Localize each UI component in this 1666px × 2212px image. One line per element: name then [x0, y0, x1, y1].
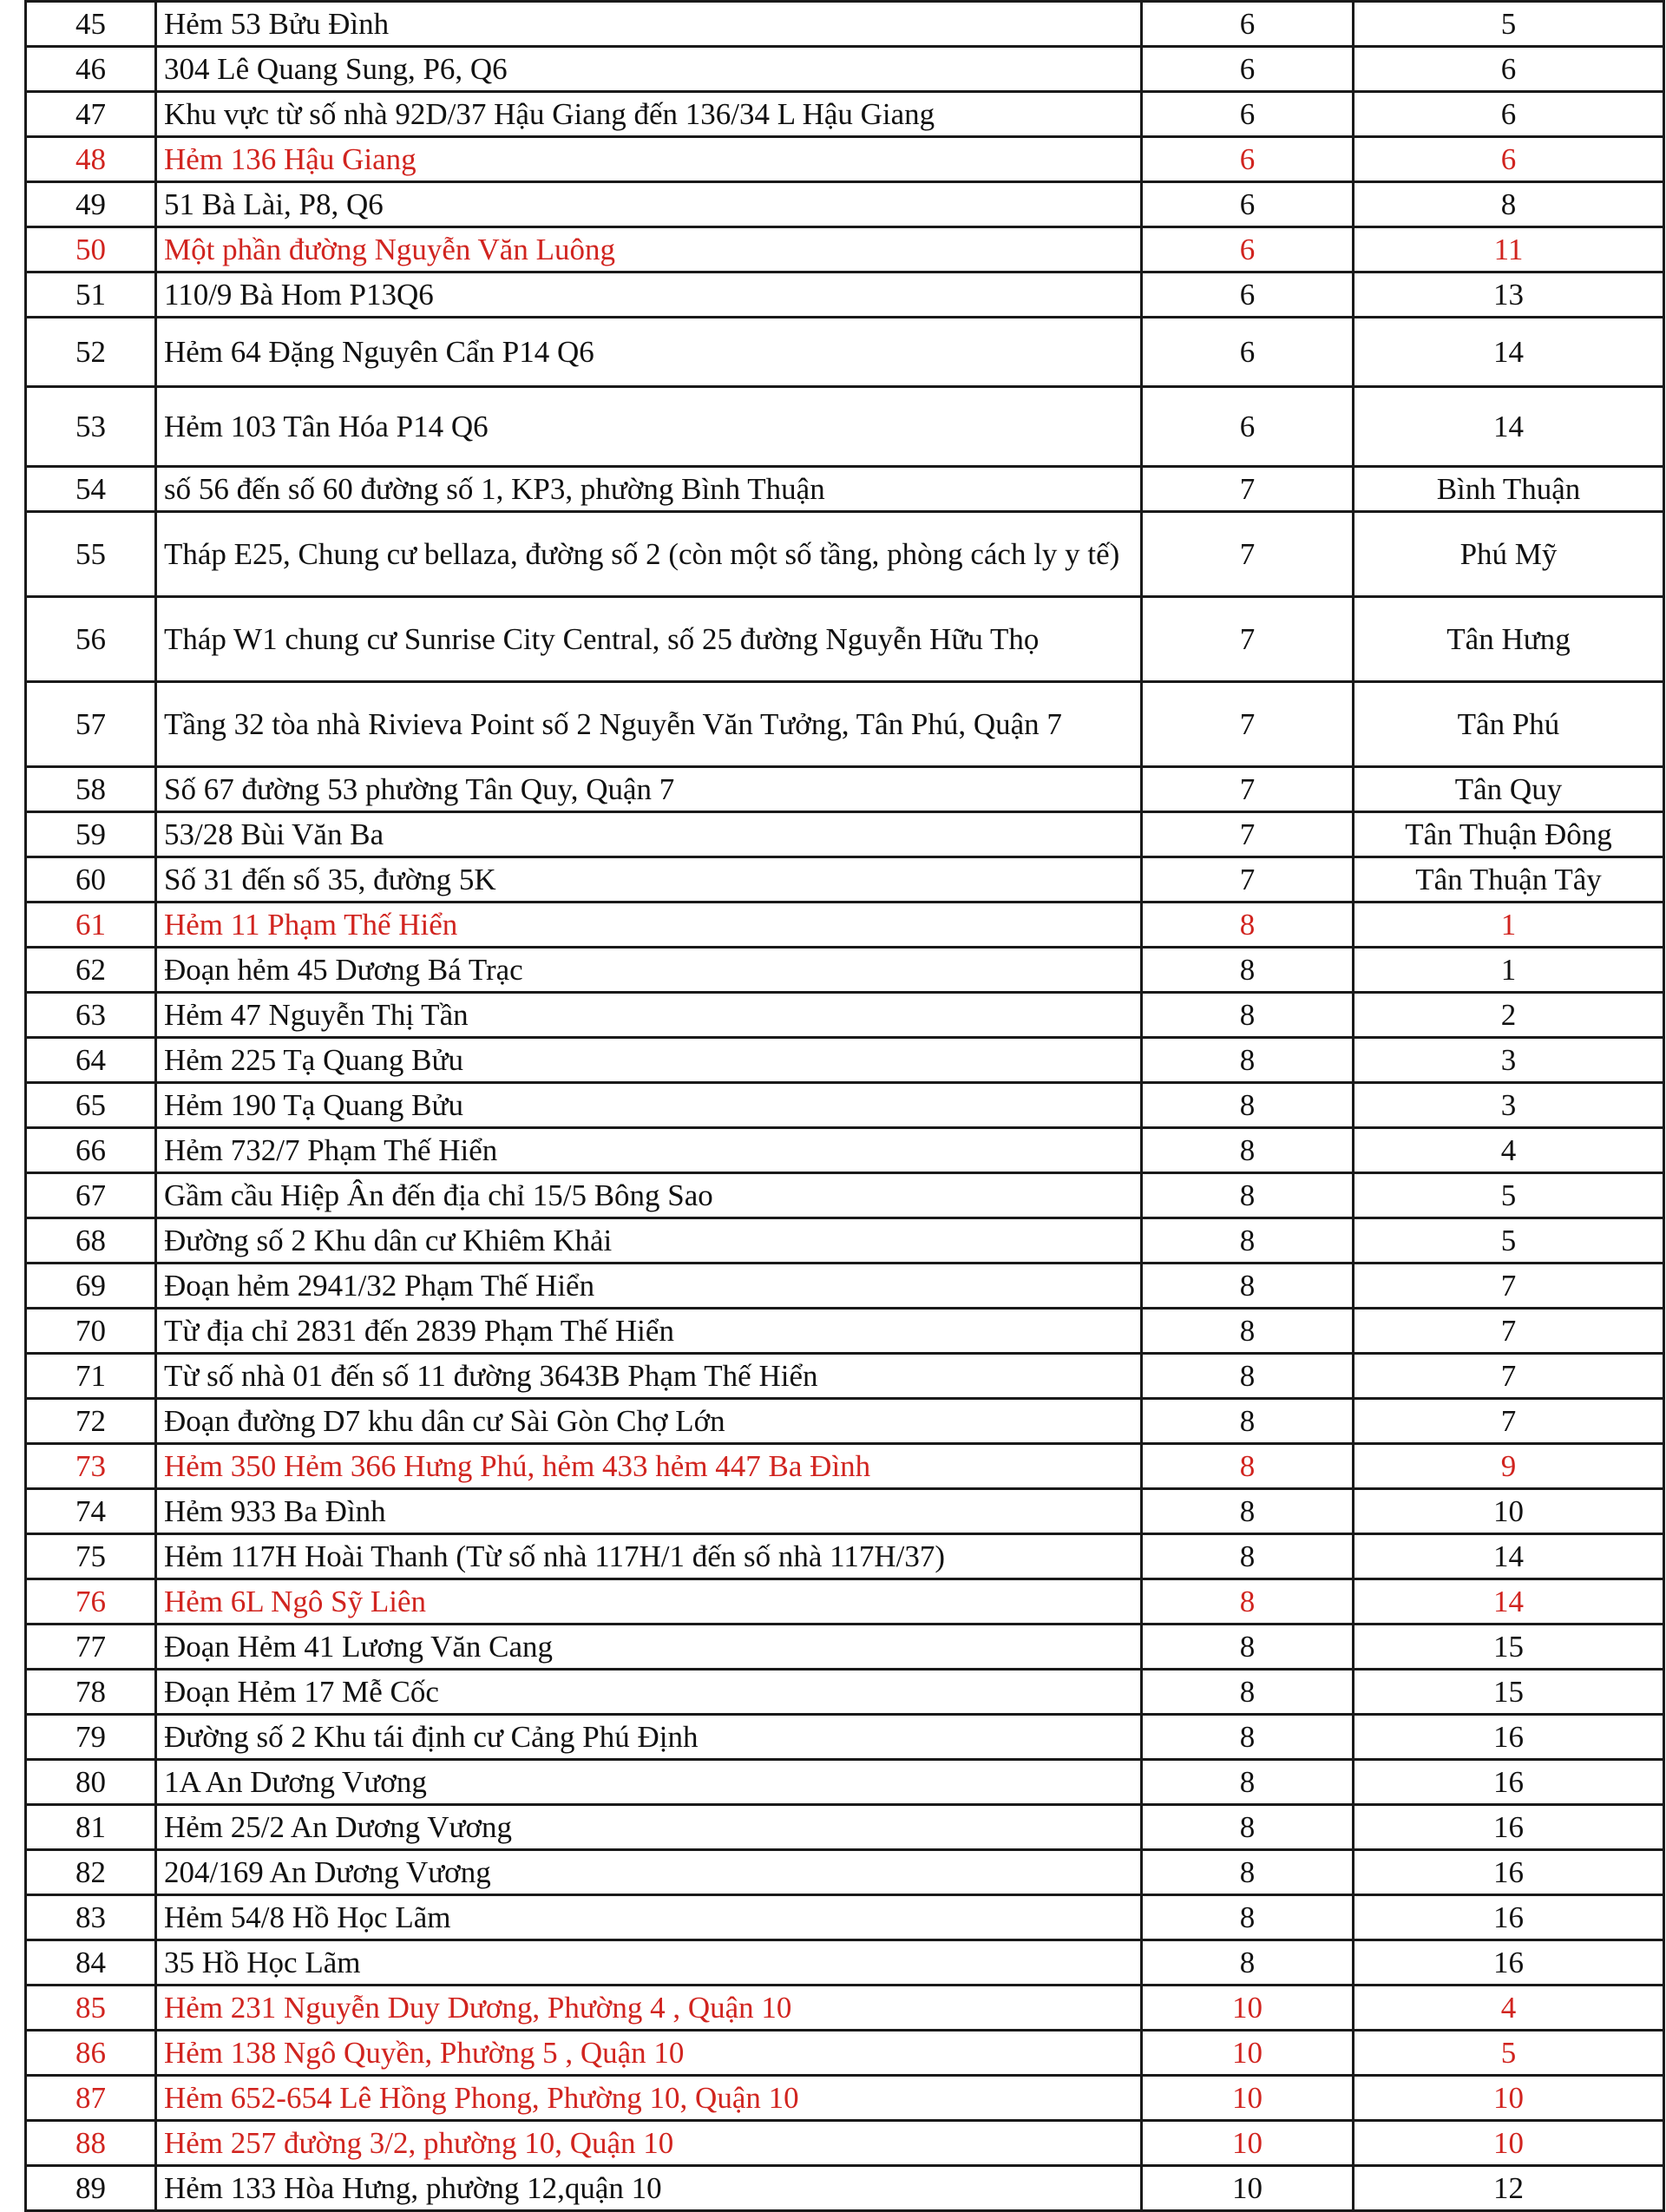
address-cell: Hẻm 133 Hòa Hưng, phường 12,quận 10	[156, 2166, 1142, 2211]
district-cell: 8	[1142, 1579, 1354, 1625]
table-row	[26, 1444, 1664, 1489]
ward-cell: 1	[1354, 903, 1664, 948]
address-cell: Từ địa chỉ 2831 đến 2839 Phạm Thế Hiển	[156, 1309, 1142, 1354]
district-cell: 6	[1142, 182, 1354, 227]
row-number: 79	[26, 1715, 156, 1760]
table-row	[26, 1218, 1664, 1264]
row-number: 62	[26, 948, 156, 993]
ward-cell: Tân Phú	[1354, 682, 1664, 767]
row-number: 89	[26, 2166, 156, 2211]
row-number: 72	[26, 1399, 156, 1444]
address-cell: Hẻm 933 Ba Đình	[156, 1489, 1142, 1534]
address-cell: Đoạn đường D7 khu dân cư Sài Gòn Chợ Lớn	[156, 1399, 1142, 1444]
address-cell: Hẻm 11 Phạm Thế Hiển	[156, 903, 1142, 948]
ward-cell: 1	[1354, 948, 1664, 993]
table-row	[26, 2166, 1664, 2211]
ward-cell: Bình Thuận	[1354, 467, 1664, 512]
table-row	[26, 948, 1664, 993]
row-number: 49	[26, 182, 156, 227]
table-row	[26, 137, 1664, 182]
district-cell: 10	[1142, 1986, 1354, 2031]
district-cell: 10	[1142, 2121, 1354, 2166]
table-row	[26, 1940, 1664, 1986]
table-row	[26, 597, 1664, 682]
table-row	[26, 1625, 1664, 1670]
ward-cell: 3	[1354, 1083, 1664, 1128]
table-row	[26, 682, 1664, 767]
district-cell: 6	[1142, 272, 1354, 318]
ward-cell: 6	[1354, 47, 1664, 92]
table-row	[26, 467, 1664, 512]
ward-cell: 7	[1354, 1264, 1664, 1309]
district-cell: 6	[1142, 387, 1354, 467]
ward-cell: 15	[1354, 1670, 1664, 1715]
address-cell: Tháp W1 chung cư Sunrise City Central, số 25 đường Nguyễn Hữu Thọ	[156, 597, 1142, 682]
ward-cell: 8	[1354, 182, 1664, 227]
district-cell: 8	[1142, 1940, 1354, 1986]
address-cell: số 56 đến số 60 đường số 1, KP3, phường Bình Thuận	[156, 467, 1142, 512]
address-cell: Hẻm 47 Nguyễn Thị Tần	[156, 993, 1142, 1038]
ward-cell: 10	[1354, 1489, 1664, 1534]
district-cell: 8	[1142, 1218, 1354, 1264]
district-cell: 8	[1142, 993, 1354, 1038]
address-cell: Hẻm 53 Bửu Đình	[156, 2, 1142, 47]
table-row	[26, 1083, 1664, 1128]
table-row	[26, 2121, 1664, 2166]
row-number: 77	[26, 1625, 156, 1670]
row-number: 46	[26, 47, 156, 92]
district-cell: 7	[1142, 812, 1354, 857]
table-row	[26, 2, 1664, 47]
address-cell: Số 31 đến số 35, đường 5K	[156, 857, 1142, 903]
ward-cell: 5	[1354, 2, 1664, 47]
district-cell: 8	[1142, 1805, 1354, 1850]
address-cell: 204/169 An Dương Vương	[156, 1850, 1142, 1895]
row-number: 59	[26, 812, 156, 857]
table-row	[26, 993, 1664, 1038]
row-number: 60	[26, 857, 156, 903]
row-number: 57	[26, 682, 156, 767]
row-number: 70	[26, 1309, 156, 1354]
ward-cell: 14	[1354, 387, 1664, 467]
ward-cell: 7	[1354, 1309, 1664, 1354]
table-row	[26, 1715, 1664, 1760]
district-cell: 7	[1142, 597, 1354, 682]
table-row	[26, 1399, 1664, 1444]
row-number: 85	[26, 1986, 156, 2031]
row-number: 75	[26, 1534, 156, 1579]
row-number: 50	[26, 227, 156, 272]
ward-cell: Tân Hưng	[1354, 597, 1664, 682]
district-cell: 7	[1142, 512, 1354, 597]
district-cell: 8	[1142, 1670, 1354, 1715]
table-row	[26, 512, 1664, 597]
table-row	[26, 857, 1664, 903]
district-cell: 6	[1142, 47, 1354, 92]
row-number: 84	[26, 1940, 156, 1986]
district-cell: 10	[1142, 2166, 1354, 2211]
ward-cell: 12	[1354, 2166, 1664, 2211]
address-cell: Hẻm 25/2 An Dương Vương	[156, 1805, 1142, 1850]
table-row	[26, 1534, 1664, 1579]
address-cell: Hẻm 136 Hậu Giang	[156, 137, 1142, 182]
row-number: 55	[26, 512, 156, 597]
table-row	[26, 1579, 1664, 1625]
address-cell: Số 67 đường 53 phường Tân Quy, Quận 7	[156, 767, 1142, 812]
address-cell: Hẻm 350 Hẻm 366 Hưng Phú, hẻm 433 hẻm 447 Ba Đình	[156, 1444, 1142, 1489]
table-row	[26, 272, 1664, 318]
address-cell: Khu vực từ số nhà 92D/37 Hậu Giang đến 136/34 L Hậu Giang	[156, 92, 1142, 137]
ward-cell: 13	[1354, 272, 1664, 318]
district-cell: 10	[1142, 2031, 1354, 2076]
table-body	[26, 2, 1664, 2211]
row-number: 48	[26, 137, 156, 182]
district-cell: 8	[1142, 1083, 1354, 1128]
table-row	[26, 1760, 1664, 1805]
address-cell: Hẻm 652-654 Lê Hồng Phong, Phường 10, Quận 10	[156, 2076, 1142, 2121]
district-cell: 8	[1142, 1444, 1354, 1489]
row-number: 53	[26, 387, 156, 467]
table-row	[26, 2031, 1664, 2076]
table-row	[26, 2076, 1664, 2121]
address-cell: Đoạn Hẻm 41 Lương Văn Cang	[156, 1625, 1142, 1670]
table-row	[26, 1805, 1664, 1850]
address-cell: Hẻm 190 Tạ Quang Bửu	[156, 1083, 1142, 1128]
table-row	[26, 1128, 1664, 1173]
ward-cell: 3	[1354, 1038, 1664, 1083]
row-number: 86	[26, 2031, 156, 2076]
table-row	[26, 1670, 1664, 1715]
row-number: 45	[26, 2, 156, 47]
table-row	[26, 1173, 1664, 1218]
district-cell: 8	[1142, 1715, 1354, 1760]
ward-cell: 11	[1354, 227, 1664, 272]
district-cell: 6	[1142, 137, 1354, 182]
address-cell: 1A An Dương Vương	[156, 1760, 1142, 1805]
address-cell: Hẻm 54/8 Hồ Học Lãm	[156, 1895, 1142, 1940]
ward-cell: 16	[1354, 1850, 1664, 1895]
ward-cell: 16	[1354, 1760, 1664, 1805]
ward-cell: 14	[1354, 318, 1664, 387]
district-cell: 8	[1142, 1534, 1354, 1579]
address-cell: Hẻm 732/7 Phạm Thế Hiển	[156, 1128, 1142, 1173]
row-number: 80	[26, 1760, 156, 1805]
ward-cell: 7	[1354, 1399, 1664, 1444]
district-cell: 7	[1142, 767, 1354, 812]
ward-cell: 9	[1354, 1444, 1664, 1489]
ward-cell: 4	[1354, 1128, 1664, 1173]
address-cell: Hẻm 6L Ngô Sỹ Liên	[156, 1579, 1142, 1625]
district-cell: 7	[1142, 467, 1354, 512]
row-number: 71	[26, 1354, 156, 1399]
row-number: 58	[26, 767, 156, 812]
ward-cell: 14	[1354, 1579, 1664, 1625]
row-number: 83	[26, 1895, 156, 1940]
ward-cell: 5	[1354, 1218, 1664, 1264]
address-cell: Đường số 2 Khu dân cư Khiêm Khải	[156, 1218, 1142, 1264]
district-cell: 8	[1142, 1760, 1354, 1805]
address-cell: 35 Hồ Học Lãm	[156, 1940, 1142, 1986]
district-cell: 8	[1142, 903, 1354, 948]
district-cell: 8	[1142, 1128, 1354, 1173]
row-number: 66	[26, 1128, 156, 1173]
row-number: 74	[26, 1489, 156, 1534]
row-number: 73	[26, 1444, 156, 1489]
address-cell: Tầng 32 tòa nhà Rivieva Point số 2 Nguyễn Văn Tưởng, Tân Phú, Quận 7	[156, 682, 1142, 767]
table-row	[26, 1850, 1664, 1895]
table-row	[26, 767, 1664, 812]
ward-cell: 15	[1354, 1625, 1664, 1670]
table-row	[26, 812, 1664, 857]
address-cell: Đường số 2 Khu tái định cư Cảng Phú Định	[156, 1715, 1142, 1760]
district-cell: 6	[1142, 2, 1354, 47]
address-cell: Đoạn hẻm 45 Dương Bá Trạc	[156, 948, 1142, 993]
ward-cell: Tân Thuận Tây	[1354, 857, 1664, 903]
address-cell: Hẻm 231 Nguyễn Duy Dương, Phường 4 , Quận 10	[156, 1986, 1142, 2031]
table-row	[26, 1354, 1664, 1399]
ward-cell: 4	[1354, 1986, 1664, 2031]
lockdown-area-table	[24, 0, 1665, 2212]
row-number: 52	[26, 318, 156, 387]
row-number: 64	[26, 1038, 156, 1083]
table-row	[26, 1489, 1664, 1534]
district-cell: 7	[1142, 857, 1354, 903]
district-cell: 8	[1142, 1264, 1354, 1309]
address-cell: Tháp E25, Chung cư bellaza, đường số 2 (còn một số tầng, phòng cách ly y tế)	[156, 512, 1142, 597]
address-cell: Hẻm 225 Tạ Quang Bửu	[156, 1038, 1142, 1083]
table-row	[26, 47, 1664, 92]
district-cell: 8	[1142, 1489, 1354, 1534]
row-number: 67	[26, 1173, 156, 1218]
ward-cell: 16	[1354, 1805, 1664, 1850]
table-row	[26, 227, 1664, 272]
row-number: 61	[26, 903, 156, 948]
row-number: 82	[26, 1850, 156, 1895]
district-cell: 7	[1142, 682, 1354, 767]
ward-cell: 10	[1354, 2076, 1664, 2121]
district-cell: 8	[1142, 948, 1354, 993]
table-row	[26, 903, 1664, 948]
ward-cell: 16	[1354, 1940, 1664, 1986]
district-cell: 6	[1142, 92, 1354, 137]
row-number: 63	[26, 993, 156, 1038]
row-number: 54	[26, 467, 156, 512]
row-number: 81	[26, 1805, 156, 1850]
ward-cell: 2	[1354, 993, 1664, 1038]
table-row	[26, 92, 1664, 137]
row-number: 47	[26, 92, 156, 137]
table-row	[26, 387, 1664, 467]
ward-cell: 10	[1354, 2121, 1664, 2166]
district-cell: 8	[1142, 1038, 1354, 1083]
district-cell: 6	[1142, 227, 1354, 272]
table-row	[26, 1895, 1664, 1940]
table-row	[26, 1309, 1664, 1354]
district-cell: 8	[1142, 1399, 1354, 1444]
ward-cell: 14	[1354, 1534, 1664, 1579]
address-cell: Một phần đường Nguyễn Văn Luông	[156, 227, 1142, 272]
address-cell: 53/28 Bùi Văn Ba	[156, 812, 1142, 857]
row-number: 65	[26, 1083, 156, 1128]
address-cell: Gầm cầu Hiệp Ân đến địa chỉ 15/5 Bông Sao	[156, 1173, 1142, 1218]
row-number: 78	[26, 1670, 156, 1715]
address-cell: Đoạn hẻm 2941/32 Phạm Thế Hiển	[156, 1264, 1142, 1309]
address-cell: Hẻm 103 Tân Hóa P14 Q6	[156, 387, 1142, 467]
table-row	[26, 1986, 1664, 2031]
address-cell: Đoạn Hẻm 17 Mễ Cốc	[156, 1670, 1142, 1715]
row-number: 51	[26, 272, 156, 318]
ward-cell: 6	[1354, 137, 1664, 182]
address-cell: 304 Lê Quang Sung, P6, Q6	[156, 47, 1142, 92]
address-cell: 110/9 Bà Hom P13Q6	[156, 272, 1142, 318]
ward-cell: Phú Mỹ	[1354, 512, 1664, 597]
district-cell: 8	[1142, 1309, 1354, 1354]
address-cell: 51 Bà Lài, P8, Q6	[156, 182, 1142, 227]
district-cell: 8	[1142, 1625, 1354, 1670]
ward-cell: 16	[1354, 1715, 1664, 1760]
row-number: 56	[26, 597, 156, 682]
ward-cell: 5	[1354, 1173, 1664, 1218]
table-row	[26, 318, 1664, 387]
ward-cell: Tân Quy	[1354, 767, 1664, 812]
row-number: 76	[26, 1579, 156, 1625]
district-cell: 8	[1142, 1173, 1354, 1218]
table-row	[26, 182, 1664, 227]
district-cell: 6	[1142, 318, 1354, 387]
district-cell: 8	[1142, 1354, 1354, 1399]
district-cell: 10	[1142, 2076, 1354, 2121]
ward-cell: Tân Thuận Đông	[1354, 812, 1664, 857]
ward-cell: 6	[1354, 92, 1664, 137]
ward-cell: 7	[1354, 1354, 1664, 1399]
address-cell: Hẻm 117H Hoài Thanh (Từ số nhà 117H/1 đến số nhà 117H/37)	[156, 1534, 1142, 1579]
address-cell: Từ số nhà 01 đến số 11 đường 3643B Phạm Thế Hiển	[156, 1354, 1142, 1399]
table-row	[26, 1038, 1664, 1083]
row-number: 87	[26, 2076, 156, 2121]
district-cell: 8	[1142, 1850, 1354, 1895]
row-number: 88	[26, 2121, 156, 2166]
address-cell: Hẻm 257 đường 3/2, phường 10, Quận 10	[156, 2121, 1142, 2166]
ward-cell: 16	[1354, 1895, 1664, 1940]
table-row	[26, 1264, 1664, 1309]
address-cell: Hẻm 64 Đặng Nguyên Cẩn P14 Q6	[156, 318, 1142, 387]
row-number: 69	[26, 1264, 156, 1309]
ward-cell: 5	[1354, 2031, 1664, 2076]
district-cell: 8	[1142, 1895, 1354, 1940]
row-number: 68	[26, 1218, 156, 1264]
address-cell: Hẻm 138 Ngô Quyền, Phường 5 , Quận 10	[156, 2031, 1142, 2076]
